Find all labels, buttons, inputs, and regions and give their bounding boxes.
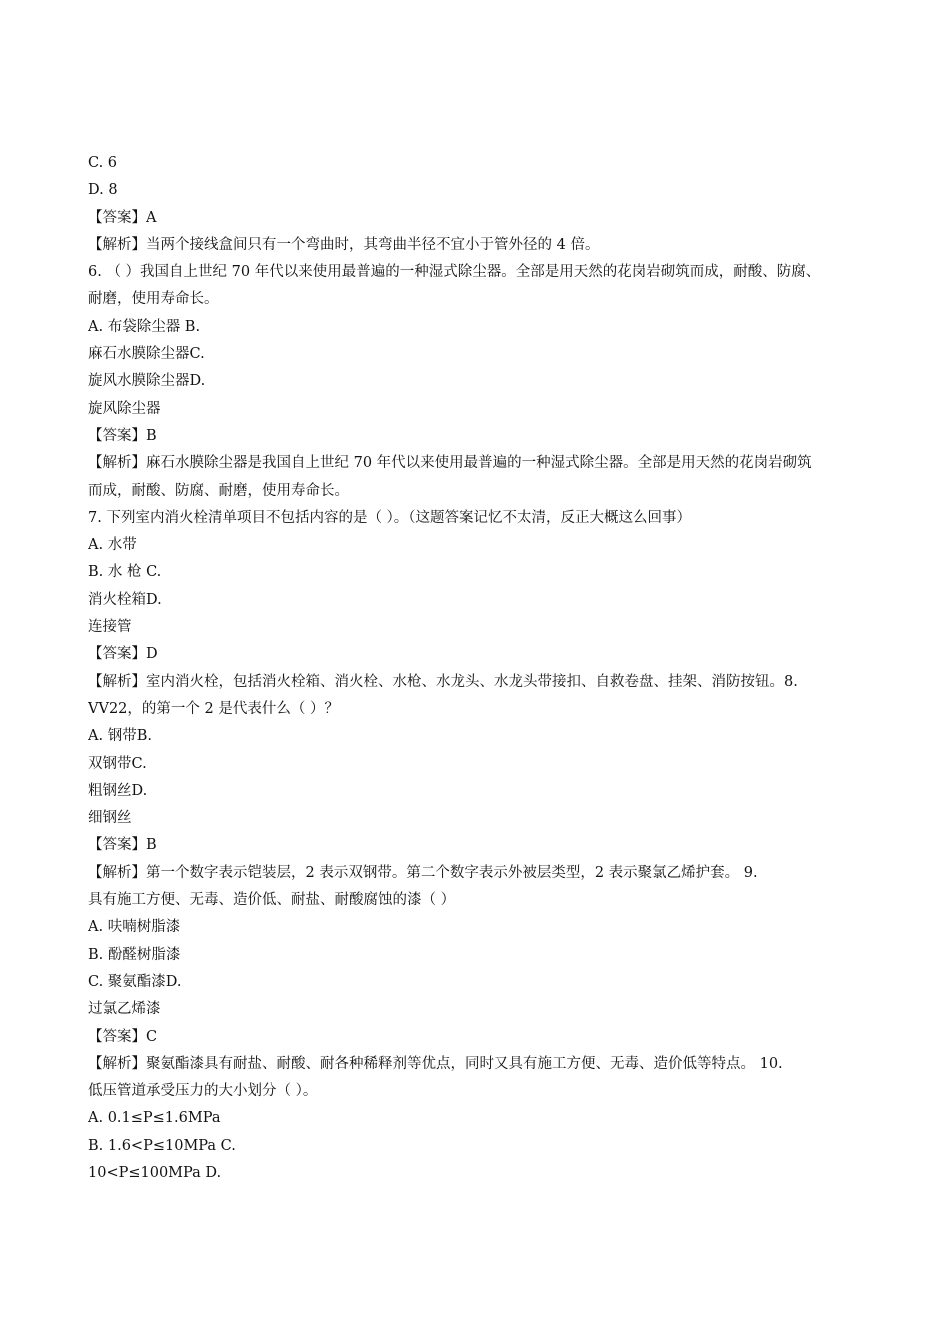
text-line: C. 聚氨酯漆D. bbox=[88, 973, 182, 990]
text-line: 旋风除尘器 bbox=[88, 400, 161, 417]
text-line: 细钢丝 bbox=[88, 810, 132, 827]
text-line: 10<P≤100MPa D. bbox=[88, 1164, 222, 1181]
text-line: 【答案】B bbox=[88, 427, 157, 444]
document-body bbox=[88, 150, 878, 1187]
text-line: 【答案】C bbox=[88, 1028, 158, 1045]
text-line: 过氯乙烯漆 bbox=[88, 1001, 161, 1018]
text-line: C. 6 bbox=[88, 155, 118, 171]
text-line: D. 8 bbox=[88, 182, 118, 199]
text-line: 【答案】B bbox=[88, 837, 157, 854]
text-line: B. 1.6<P≤10MPa C. bbox=[88, 1137, 236, 1154]
text-line: A. 水带 bbox=[88, 537, 137, 554]
text-line: 耐磨，使用寿命长。 bbox=[88, 291, 219, 308]
text-line: 粗钢丝D. bbox=[88, 782, 148, 799]
text-line: 双钢带C. bbox=[88, 755, 147, 772]
text-line: 麻石水膜除尘器C. bbox=[88, 346, 205, 363]
text-line: 【解析】麻石水膜除尘器是我国自上世纪 70 年代以来使用最普遍的一种湿式除尘器。全部是用天然的花岗岩砌筑 bbox=[88, 455, 812, 472]
text-line: 7. 下列室内消火栓清单项目不包括内容的是（ ）。（这题答案记忆不太清，反正大概这么回事） bbox=[88, 509, 692, 526]
text-line: 旋风水膜除尘器D. bbox=[88, 373, 206, 390]
text-line: 具有施工方便、无毒、造价低、耐盐、耐酸腐蚀的漆（ ） bbox=[88, 892, 456, 909]
text-line: A. 钢带B. bbox=[88, 728, 152, 745]
text-line: 连接管 bbox=[88, 619, 132, 636]
text-line: A. 0.1≤P≤1.6MPa bbox=[88, 1110, 221, 1127]
text-line: 【解析】当两个接线盒间只有一个弯曲时，其弯曲半径不宜小于管外径的 4 倍。 bbox=[88, 236, 600, 253]
text-line: 【解析】聚氨酯漆具有耐盐、耐酸、耐各种稀释剂等优点，同时又具有施工方便、无毒、造价低等特点。 10. bbox=[88, 1055, 783, 1072]
text-line: 【解析】室内消火栓，包括消火栓箱、消火栓、水枪、水龙头、水龙头带接扣、自救卷盘、挂架、消防按钮。8. bbox=[88, 673, 798, 690]
text-line: A. 布袋除尘器 B. bbox=[88, 318, 201, 335]
text-line: VV22，的第一个 2 是代表什么（ ）？ bbox=[88, 700, 339, 717]
text-line: 【答案】A bbox=[88, 209, 157, 226]
text-line: 【答案】D bbox=[88, 646, 158, 663]
text-line: B. 酚醛树脂漆 bbox=[88, 946, 181, 963]
text-line: 低压管道承受压力的大小划分（ ）。 bbox=[88, 1083, 318, 1100]
text-line: 消火栓箱D. bbox=[88, 591, 162, 608]
text-line: 而成，耐酸、防腐、耐磨，使用寿命长。 bbox=[88, 482, 349, 499]
text-line: B. 水 枪 C. bbox=[88, 564, 162, 581]
text-line: A. 呋喃树脂漆 bbox=[88, 919, 181, 936]
text-line: 6. （ ）我国自上世纪 70 年代以来使用最普遍的一种湿式除尘器。全部是用天然的花岗岩砌筑而成，耐酸、防腐、 bbox=[88, 264, 821, 281]
text-line: 【解析】第一个数字表示铠装层，2 表示双钢带。第二个数字表示外被层类型，2 表示聚氯乙烯护套。 9. bbox=[88, 864, 758, 881]
